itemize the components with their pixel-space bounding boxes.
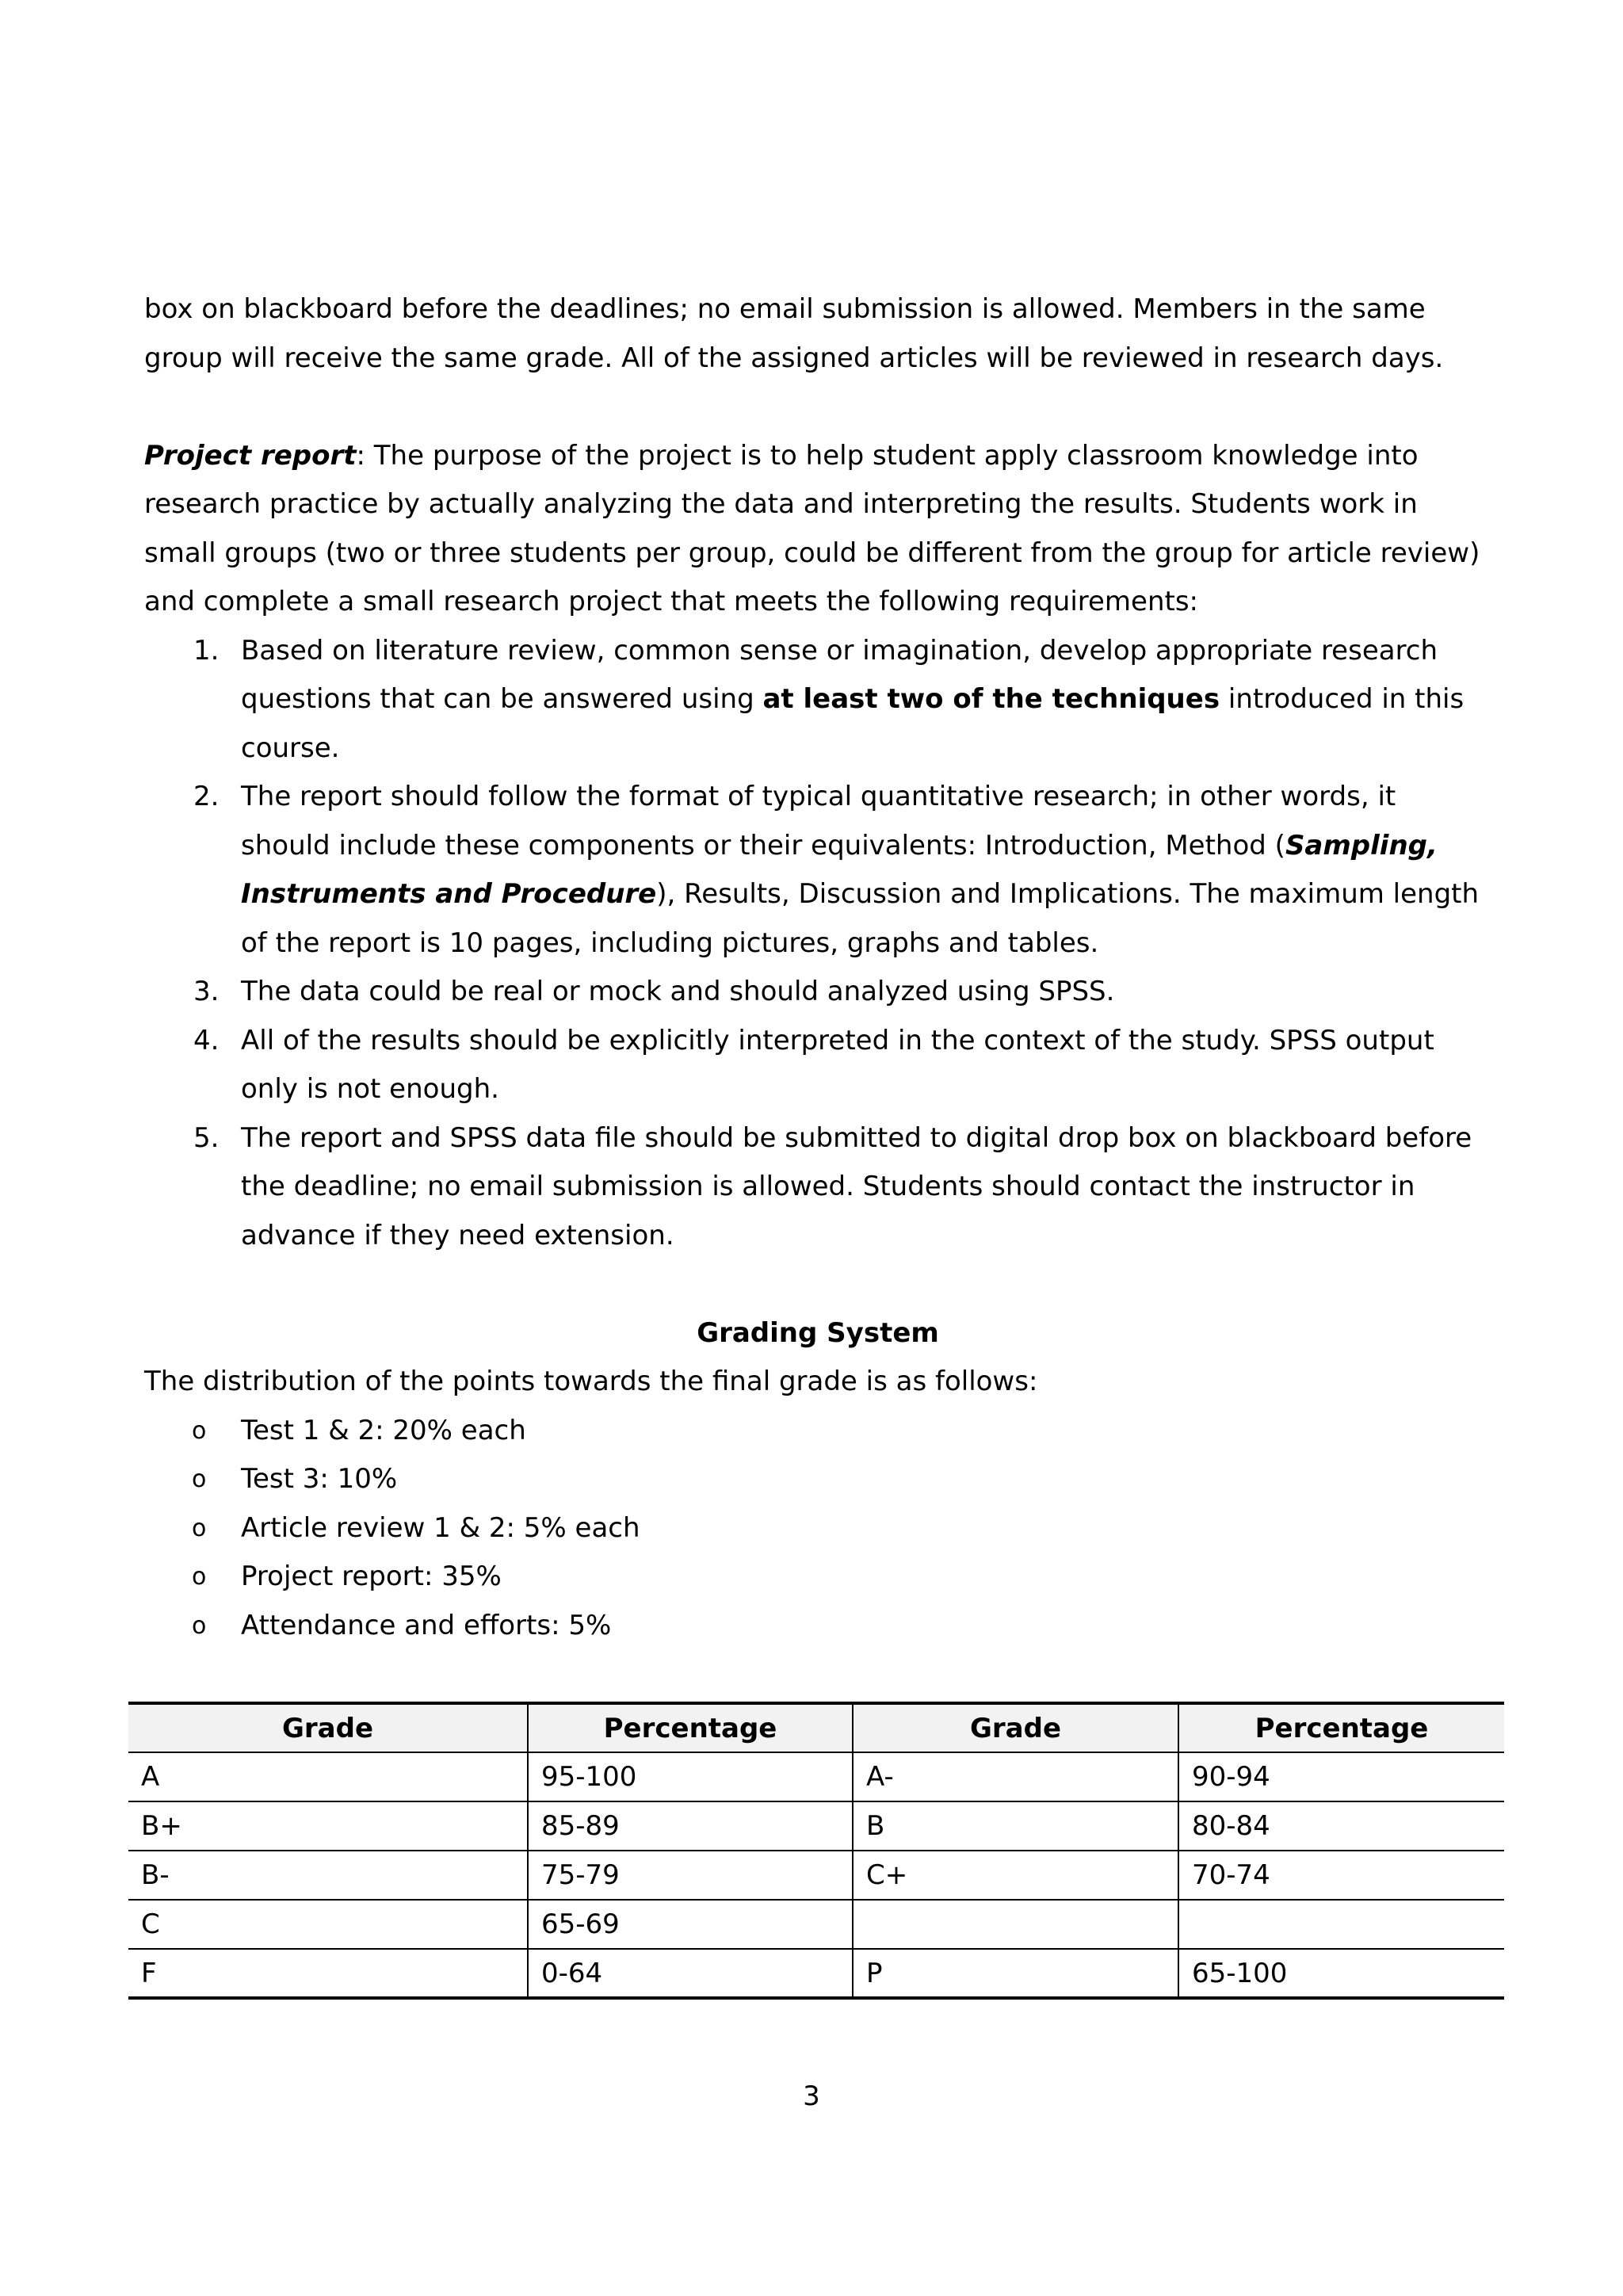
distribution-text: Project report: 35% (241, 1561, 502, 1592)
requirement-number: 4. (193, 1024, 220, 1056)
table-cell: B (853, 1801, 1178, 1851)
requirement-text: The report should follow the format of typical quantitative research; in other words, it should include these components or their equivalents: Introduction, Method ( (241, 781, 1396, 861)
requirement-item (144, 1017, 1491, 1114)
table-cell: 70-74 (1178, 1851, 1504, 1900)
column-header: Grade (128, 1703, 528, 1752)
distribution-item (144, 1602, 1491, 1651)
table-cell: F (128, 1949, 528, 1998)
table-row (128, 1752, 1504, 1801)
table-cell: A (128, 1752, 528, 1801)
distribution-text: Attendance and efforts: 5% (241, 1609, 612, 1641)
requirement-number: 5. (193, 1121, 220, 1154)
project-text-line: : The purpose of the project is to help student apply classroom knowledge into (356, 439, 1419, 472)
table-cell: 65-69 (528, 1900, 853, 1949)
table-cell: A- (853, 1752, 1178, 1801)
requirement-emphasis: Sampling, Instruments and Procedure (241, 829, 1438, 910)
intro-line: group will receive the same grade. All of the assigned articles will be reviewed in research days. (144, 342, 1444, 374)
project-text-line: research practice by actually analyzing the data and interpreting the results. Students work in (144, 488, 1418, 520)
requirements-list (144, 627, 1491, 1261)
requirement-emphasis: at least two of the techniques (762, 683, 1220, 715)
table-cell: P (853, 1949, 1178, 1998)
table-cell: 75-79 (528, 1851, 853, 1900)
requirement-text: Based on literature review, common sense or imagination, develop appropriate research questions that can be answered using (241, 634, 1438, 715)
requirement-text: introduced in this course. (241, 683, 1465, 764)
table-cell: 0-64 (528, 1949, 853, 1998)
distribution-item (144, 1455, 1491, 1504)
table-cell: 65-100 (1178, 1949, 1504, 1998)
bullet-icon: o (192, 1416, 207, 1445)
table-cell (853, 1900, 1178, 1949)
requirement-item (144, 773, 1491, 968)
table-row (128, 1900, 1504, 1949)
project-text-line: small groups (two or three students per group, could be different from the group for article review) (144, 537, 1480, 569)
requirement-text: The data could be real or mock and should analyzed using SPSS. (241, 976, 1115, 1007)
project-text-line: and complete a small research project that meets the following requirements: (144, 586, 1199, 617)
grade-distribution-list (144, 1407, 1491, 1651)
grading-heading: Grading System (697, 1316, 939, 1349)
requirement-text: All of the results should be explicitly interpreted in the context of the study. SPSS output only is not enough. (241, 1024, 1434, 1105)
requirement-number: 3. (193, 976, 220, 1007)
table-header-row (128, 1703, 1504, 1752)
document-body (144, 285, 1491, 1650)
distribution-text: Article review 1 & 2: 5% each (241, 1511, 640, 1544)
column-header: Percentage (1178, 1703, 1504, 1752)
bullet-icon: o (192, 1563, 207, 1591)
distribution-text: Test 3: 10% (241, 1463, 398, 1495)
table-cell: B- (128, 1851, 528, 1900)
distribution-item (144, 1504, 1491, 1553)
requirement-number: 2. (193, 781, 220, 812)
table-cell (1178, 1900, 1504, 1949)
grading-intro: The distribution of the points towards the final grade is as follows: (144, 1366, 1038, 1397)
distribution-item (144, 1553, 1491, 1602)
table-cell: B+ (128, 1801, 528, 1851)
column-header: Percentage (528, 1703, 853, 1752)
intro-line: box on blackboard before the deadlines; no email submission is allowed. Members in the same (144, 293, 1426, 325)
requirement-number: 1. (193, 634, 220, 667)
table-cell: 95-100 (528, 1752, 853, 1801)
table-row (128, 1851, 1504, 1900)
table-row (128, 1949, 1504, 1998)
table-cell: 90-94 (1178, 1752, 1504, 1801)
requirement-item (144, 1114, 1491, 1261)
table-cell: 85-89 (528, 1801, 853, 1851)
table-cell: C+ (853, 1851, 1178, 1900)
bullet-icon: o (192, 1611, 207, 1640)
page-number: 3 (803, 2080, 820, 2112)
project-label: Project report (144, 439, 357, 472)
requirement-text: The report and SPSS data file should be submitted to digital drop box on blackboard before the deadline; no email submission is allowed. Students should contact the instructor in advance if they need extension. (241, 1121, 1472, 1251)
distribution-text: Test 1 & 2: 20% each (241, 1414, 526, 1446)
grade-table (128, 1702, 1504, 2000)
requirement-item (144, 968, 1491, 1017)
table-cell: C (128, 1900, 528, 1949)
table-row (128, 1801, 1504, 1851)
bullet-icon: o (192, 1465, 207, 1493)
bullet-icon: o (192, 1514, 207, 1542)
table-cell: 80-84 (1178, 1801, 1504, 1851)
requirement-item (144, 627, 1491, 774)
column-header: Grade (853, 1703, 1178, 1752)
project-paragraph (144, 432, 1491, 481)
requirement-text: ), Results, Discussion and Implications. The maximum length of the report is 10 pages, including pictures, graphs and tables. (241, 878, 1480, 959)
distribution-item (144, 1407, 1491, 1456)
